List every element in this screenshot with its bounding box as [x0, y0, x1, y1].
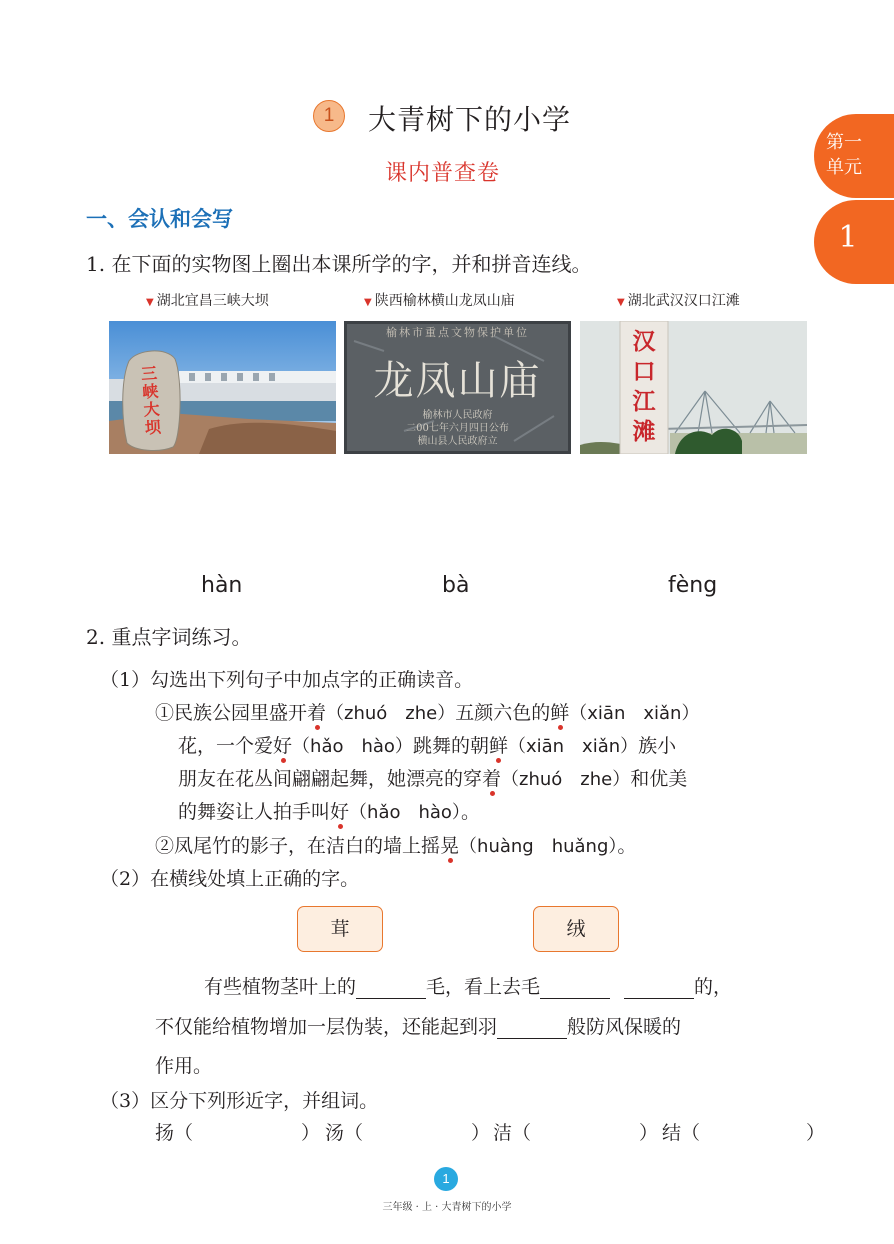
pinyin-choice[interactable]: （hǎo hào） [292, 736, 413, 757]
photo-caption-3: ▼ 湖北武汉汉口江滩 [617, 293, 740, 309]
part-1-text: 勾选出下列句子中加点字的正确读音。 [150, 669, 474, 691]
pinyin-option-1: hàn [201, 573, 243, 598]
word-answer-space[interactable] [692, 1118, 792, 1142]
part-1-instruction [100, 665, 473, 692]
sign-main-text: 龙凤山庙 [373, 358, 542, 404]
lesson-number-badge: 1 [313, 100, 345, 132]
triangle-marker-icon: ▼ [617, 297, 625, 308]
char-option-2: 绒 [533, 906, 619, 952]
word-group-item-4: 结（ ） [662, 1118, 825, 1145]
word-answer-space[interactable] [523, 1118, 623, 1142]
fill-blank[interactable] [356, 978, 426, 999]
fill-blank[interactable] [540, 978, 610, 999]
pinyin-choice[interactable]: （zhuó zhe） [326, 703, 456, 724]
part-2-instruction [100, 864, 359, 891]
fill-blank[interactable] [624, 978, 694, 999]
word-group-item-3: 洁（ ） [493, 1118, 658, 1145]
fill-line-2: 不仅能给植物增加一层伪装，还能起到羽 般防风保暖的 [155, 1016, 682, 1038]
dam-stone-inscription: 三峡大坝 [140, 363, 162, 438]
char-option-1: 茸 [297, 906, 383, 952]
part-2-label: （2） [100, 868, 151, 890]
sign-footer-line-3: 横山县人民政府立 [417, 436, 498, 447]
sign-footer-line-1: 榆林市人民政府 [422, 410, 493, 421]
sign-header: 榆林市重点文物保护单位 [386, 326, 529, 339]
pinyin-choice[interactable]: （hǎo hào） [349, 802, 461, 823]
pinyin-choice[interactable]: （xiān xiǎn） [507, 736, 639, 757]
part-3-label: （3） [100, 1090, 151, 1112]
sentence-1-line-3: 朋友在花丛间翩翩起舞，她漂亮的穿着（zhuó zhe）和优美 [178, 768, 688, 790]
sign-footer-line-2: 二00七年六月四日公布 [406, 423, 509, 434]
dotted-char: 好 [273, 735, 293, 757]
fill-line-1: 有些植物茎叶上的 毛，看上去毛 的， [204, 976, 733, 998]
word-group-item-2: 汤（ ） [325, 1118, 490, 1145]
dotted-char: 鲜 [488, 735, 508, 757]
dotted-char: 着 [307, 702, 327, 724]
jiangtan-sign-text: 汉口江滩 [632, 328, 656, 445]
fill-blank[interactable] [497, 1018, 567, 1039]
word-answer-space[interactable] [185, 1118, 285, 1142]
dotted-char: 好 [330, 801, 350, 823]
unit-tab-label: 第一单元 [826, 132, 862, 178]
unit-number: 1 [838, 220, 858, 255]
word-group-item-1: 扬（ ） [155, 1118, 320, 1145]
pinyin-choice[interactable]: （zhuó zhe） [501, 769, 631, 790]
pinyin-choice[interactable]: （xiān xiǎn） [569, 703, 700, 724]
lesson-title: 大青树下的小学 [368, 103, 572, 136]
pinyin-option-2: bà [442, 573, 470, 598]
part-1-label: （1） [100, 669, 151, 691]
word-answer-space[interactable] [355, 1118, 455, 1142]
sign-footer [344, 409, 571, 448]
worksheet-subtitle: 课内普查卷 [385, 161, 501, 186]
photo-hankou-jiangtan [580, 321, 807, 454]
triangle-marker-icon: ▼ [146, 297, 154, 308]
photo-caption-2: ▼ 陕西榆林横山龙凤山庙 [364, 293, 515, 309]
question-1-prompt: 1. 在下面的实物图上圈出本课所学的字，并和拼音连线。 [86, 252, 592, 276]
dotted-char: 鲜 [550, 702, 570, 724]
triangle-marker-icon: ▼ [364, 297, 372, 308]
pinyin-option-3: fèng [668, 573, 718, 598]
page-number: 1 [434, 1167, 458, 1191]
sentence-2: ②凤尾竹的影子，在洁白的墙上摇晃（huàng huǎng）。 [155, 835, 637, 857]
photo-caption-1: ▼ 湖北宜昌三峡大坝 [146, 293, 269, 309]
pinyin-choice[interactable]: （huàng huǎng） [459, 836, 618, 857]
question-2-prompt: 2. 重点字词练习。 [86, 625, 252, 649]
section-title: 一、会认和会写 [86, 207, 233, 231]
photo-three-gorges-dam [109, 321, 336, 454]
photo-longfeng-temple-sign [344, 321, 571, 454]
footer-text: 三年级 · 上 · 大青树下的小学 [382, 1202, 512, 1213]
part-3-text: 区分下列形近字，并组词。 [150, 1090, 379, 1112]
dotted-char: 晃 [440, 835, 460, 857]
sentence-1-line-4: 的舞姿让人拍手叫好（hǎo hào）。 [178, 801, 480, 823]
sentence-1-line-1: ①民族公园里盛开着（zhuó zhe）五颜六色的鲜（xiān xiǎn） [155, 702, 700, 724]
part-3-instruction [100, 1086, 378, 1113]
dotted-char: 着 [482, 768, 502, 790]
sentence-1-line-2: 花，一个爱好（hǎo hào）跳舞的朝鲜（xiān xiǎn）族小 [178, 735, 677, 757]
part-2-text: 在横线处填上正确的字。 [150, 868, 360, 890]
fill-line-3: 作用。 [155, 1055, 213, 1077]
